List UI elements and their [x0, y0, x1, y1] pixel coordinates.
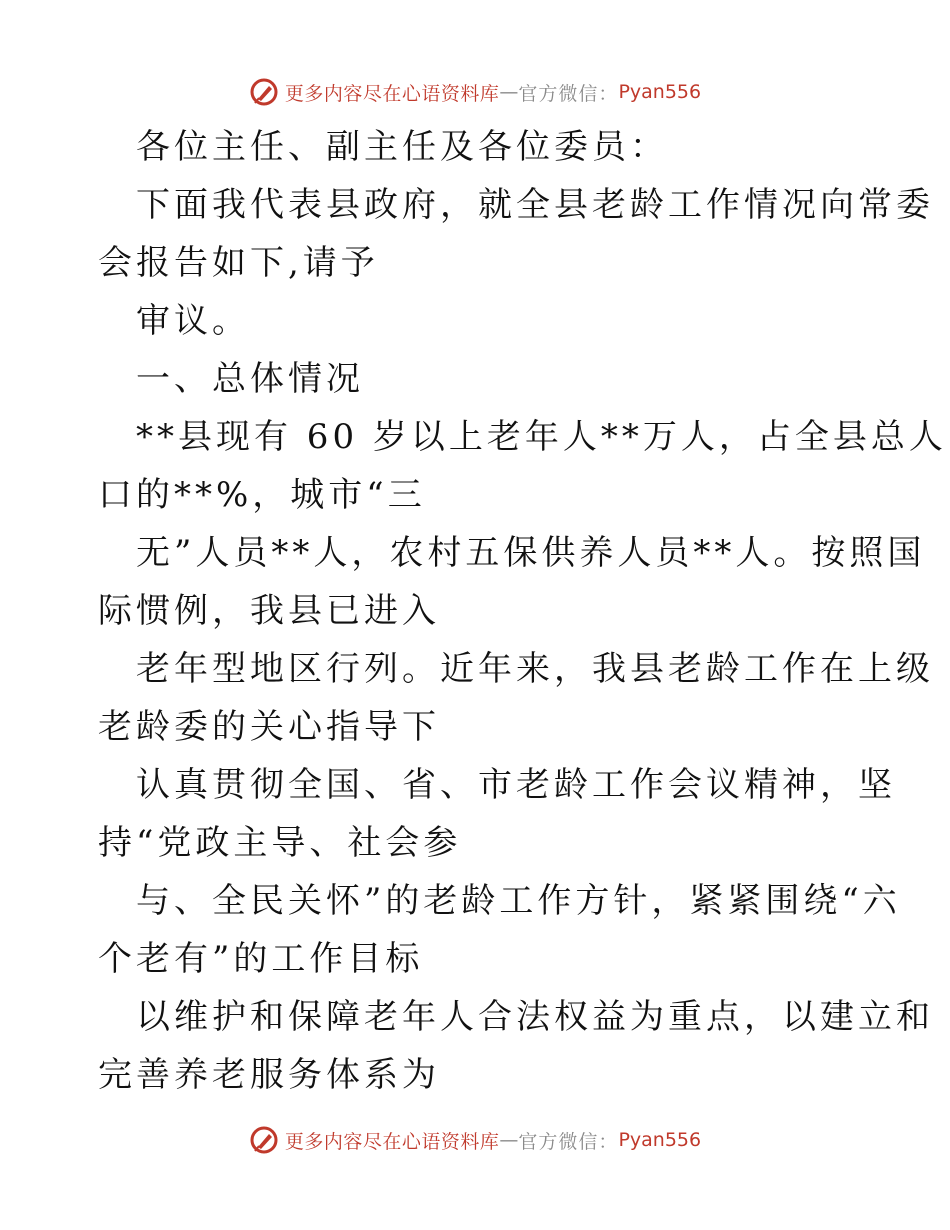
header-wechat-label: 官方微信： [518, 82, 619, 105]
footer-main-text: 更多内容尽在心语资料库 [284, 1130, 500, 1153]
header-banner [0, 72, 950, 112]
body-text-line: 际惯例，我县已进入 [98, 591, 440, 631]
body-text-line: 完善养老服务体系为 [98, 1055, 440, 1095]
body-text-line: 以维护和保障老年人合法权益为重点，以建立和 [136, 997, 934, 1037]
body-text-line: 老龄委的关心指导下 [98, 707, 440, 747]
body-text-line: 老年型地区行列。近年来，我县老龄工作在上级 [136, 649, 934, 689]
document-body [98, 118, 947, 1104]
body-text-line: 无”人员**人，农村五保供养人员**人。按照国 [136, 533, 926, 573]
body-text-line: 审议。 [136, 301, 250, 341]
body-text-line: 持“党政主导、社会参 [98, 823, 462, 863]
footer-wechat-id: Pyan556 [618, 1129, 702, 1151]
header-wechat-id: Pyan556 [618, 81, 702, 103]
body-text-line: 口的**%，城市“三 [98, 475, 426, 515]
body-text-line: 个老有”的工作目标 [98, 939, 424, 979]
body-text-line: 会报告如下,请予 [98, 243, 379, 283]
pen-logo-icon [249, 1125, 279, 1155]
footer-banner [0, 1120, 950, 1160]
pen-logo-icon [249, 77, 279, 107]
body-text-line: 与、全民关怀”的老龄工作方针，紧紧围绕“六 [136, 881, 901, 921]
header-main-text: 更多内容尽在心语资料库 [284, 82, 500, 105]
body-text-line: 认真贯彻全国、省、市老龄工作会议精神，坚 [136, 765, 896, 805]
header-separator: — [499, 81, 519, 103]
body-text-line: 各位主任、副主任及各位委员： [136, 127, 668, 167]
body-text-line: 下面我代表县政府，就全县老龄工作情况向常委 [136, 185, 934, 225]
body-text-line: **县现有 60 岁以上老年人**万人，占全县总人 [136, 417, 947, 457]
body-text-line: 一、总体情况 [136, 359, 364, 399]
footer-separator: — [499, 1129, 519, 1151]
footer-wechat-label: 官方微信： [518, 1130, 619, 1153]
